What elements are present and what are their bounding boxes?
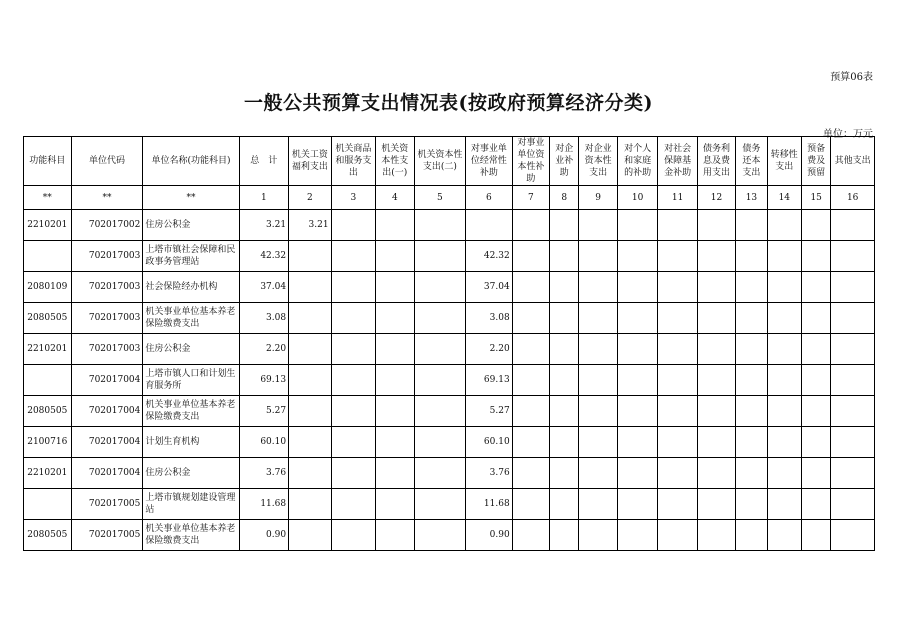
empty-cell: [331, 396, 376, 427]
column-header: 对个人和家庭的补助: [617, 137, 657, 186]
table-row: [24, 303, 875, 334]
empty-cell: [579, 365, 617, 396]
column-header: 功能科目: [24, 137, 72, 186]
empty-cell: [579, 458, 617, 489]
empty-cell: [802, 272, 831, 303]
empty-cell: [331, 241, 376, 272]
empty-cell: [802, 241, 831, 272]
index-cell: 12: [697, 186, 735, 210]
empty-cell: [550, 489, 579, 520]
unit-code-cell: 702017003: [71, 334, 143, 365]
unit-name-cell: 机关事业单位基本养老保险缴费支出: [143, 396, 239, 427]
unit-code-cell: 702017004: [71, 396, 143, 427]
empty-cell: [617, 241, 657, 272]
empty-cell: [831, 272, 875, 303]
column-header: 债务利息及费用支出: [697, 137, 735, 186]
empty-cell: [736, 520, 767, 551]
salary-welfare-cell: [289, 303, 331, 334]
page-title: 一般公共预算支出情况表(按政府预算经济分类): [244, 92, 653, 114]
index-cell: 2: [289, 186, 331, 210]
unit-code-cell: 702017005: [71, 489, 143, 520]
empty-cell: [802, 396, 831, 427]
function-code-cell: [24, 241, 72, 272]
function-code-cell: [24, 365, 72, 396]
index-cell: 15: [802, 186, 831, 210]
empty-cell: [550, 458, 579, 489]
empty-cell: [658, 241, 697, 272]
salary-welfare-cell: [289, 396, 331, 427]
total-cell: 0.90: [239, 520, 289, 551]
empty-cell: [414, 365, 466, 396]
salary-welfare-cell: [289, 365, 331, 396]
total-cell: 3.21: [239, 210, 289, 241]
index-cell: **: [71, 186, 143, 210]
table-row: [24, 396, 875, 427]
empty-cell: [550, 241, 579, 272]
empty-cell: [550, 334, 579, 365]
index-cell: **: [24, 186, 72, 210]
table-row: [24, 365, 875, 396]
index-cell: 9: [579, 186, 617, 210]
operating-subsidy-cell: 37.04: [466, 272, 513, 303]
table-row: [24, 334, 875, 365]
empty-cell: [376, 489, 414, 520]
empty-cell: [697, 365, 735, 396]
empty-cell: [414, 427, 466, 458]
empty-cell: [512, 365, 549, 396]
empty-cell: [802, 427, 831, 458]
empty-cell: [658, 458, 697, 489]
empty-cell: [331, 427, 376, 458]
empty-cell: [617, 210, 657, 241]
index-cell: 5: [414, 186, 466, 210]
table-row: [24, 520, 875, 551]
function-code-cell: [24, 489, 72, 520]
total-cell: 42.32: [239, 241, 289, 272]
empty-cell: [697, 210, 735, 241]
empty-cell: [550, 303, 579, 334]
index-cell: 7: [512, 186, 549, 210]
column-header: 总 计: [239, 137, 289, 186]
column-header: 对企业资本性支出: [579, 137, 617, 186]
empty-cell: [767, 458, 801, 489]
empty-cell: [736, 272, 767, 303]
empty-cell: [767, 365, 801, 396]
table-row: [24, 210, 875, 241]
function-code-cell: 2100716: [24, 427, 72, 458]
salary-welfare-cell: [289, 427, 331, 458]
empty-cell: [414, 396, 466, 427]
empty-cell: [617, 427, 657, 458]
empty-cell: [617, 365, 657, 396]
empty-cell: [802, 458, 831, 489]
unit-code-cell: 702017005: [71, 520, 143, 551]
total-cell: 3.08: [239, 303, 289, 334]
empty-cell: [767, 396, 801, 427]
unit-name-cell: 上塔市镇人口和计划生育服务所: [143, 365, 239, 396]
empty-cell: [767, 427, 801, 458]
unit-code-cell: 702017004: [71, 365, 143, 396]
unit-name-cell: 机关事业单位基本养老保险缴费支出: [143, 520, 239, 551]
table-row: [24, 272, 875, 303]
function-code-cell: 2080505: [24, 396, 72, 427]
salary-welfare-cell: 3.21: [289, 210, 331, 241]
unit-code-cell: 702017003: [71, 241, 143, 272]
empty-cell: [550, 272, 579, 303]
operating-subsidy-cell: 5.27: [466, 396, 513, 427]
empty-cell: [550, 427, 579, 458]
empty-cell: [767, 520, 801, 551]
unit-name-cell: 计划生育机构: [143, 427, 239, 458]
empty-cell: [376, 210, 414, 241]
index-cell: 6: [466, 186, 513, 210]
empty-cell: [376, 365, 414, 396]
empty-cell: [831, 365, 875, 396]
operating-subsidy-cell: 3.76: [466, 458, 513, 489]
empty-cell: [831, 458, 875, 489]
empty-cell: [414, 303, 466, 334]
empty-cell: [658, 334, 697, 365]
empty-cell: [617, 489, 657, 520]
empty-cell: [376, 458, 414, 489]
unit-name-cell: 社会保险经办机构: [143, 272, 239, 303]
column-header: 对事业单位经常性补助: [466, 137, 513, 186]
empty-cell: [579, 396, 617, 427]
salary-welfare-cell: [289, 334, 331, 365]
column-header: 对企业补助: [550, 137, 579, 186]
operating-subsidy-cell: 60.10: [466, 427, 513, 458]
empty-cell: [736, 489, 767, 520]
empty-cell: [802, 489, 831, 520]
empty-cell: [658, 520, 697, 551]
operating-subsidy-cell: 11.68: [466, 489, 513, 520]
total-cell: 2.20: [239, 334, 289, 365]
column-header: 单位代码: [71, 137, 143, 186]
empty-cell: [579, 210, 617, 241]
table-row: [24, 427, 875, 458]
function-code-cell: 2210201: [24, 458, 72, 489]
empty-cell: [376, 241, 414, 272]
empty-cell: [697, 489, 735, 520]
empty-cell: [736, 303, 767, 334]
empty-cell: [831, 520, 875, 551]
index-cell: **: [143, 186, 239, 210]
empty-cell: [414, 210, 466, 241]
empty-cell: [376, 334, 414, 365]
empty-cell: [579, 334, 617, 365]
column-header: 债务还本支出: [736, 137, 767, 186]
empty-cell: [697, 427, 735, 458]
empty-cell: [736, 396, 767, 427]
empty-cell: [658, 303, 697, 334]
table-row: [24, 241, 875, 272]
empty-cell: [331, 272, 376, 303]
column-header: 预备费及预留: [802, 137, 831, 186]
index-cell: 11: [658, 186, 697, 210]
empty-cell: [831, 427, 875, 458]
empty-cell: [697, 303, 735, 334]
empty-cell: [512, 303, 549, 334]
empty-cell: [697, 520, 735, 551]
unit-label: 单位：万元: [823, 129, 873, 140]
unit-code-cell: 702017002: [71, 210, 143, 241]
empty-cell: [414, 241, 466, 272]
empty-cell: [512, 489, 549, 520]
empty-cell: [376, 520, 414, 551]
empty-cell: [767, 489, 801, 520]
total-cell: 69.13: [239, 365, 289, 396]
salary-welfare-cell: [289, 272, 331, 303]
empty-cell: [550, 210, 579, 241]
empty-cell: [802, 210, 831, 241]
header-row: [24, 137, 875, 186]
empty-cell: [512, 334, 549, 365]
empty-cell: [414, 520, 466, 551]
empty-cell: [697, 334, 735, 365]
empty-cell: [617, 396, 657, 427]
budget-table: [23, 136, 875, 551]
empty-cell: [550, 396, 579, 427]
column-header: 对社会保障基金补助: [658, 137, 697, 186]
empty-cell: [736, 334, 767, 365]
column-header: 其他支出: [831, 137, 875, 186]
empty-cell: [414, 334, 466, 365]
empty-cell: [331, 210, 376, 241]
salary-welfare-cell: [289, 489, 331, 520]
function-code-cell: 2080109: [24, 272, 72, 303]
empty-cell: [831, 210, 875, 241]
empty-cell: [512, 427, 549, 458]
empty-cell: [658, 427, 697, 458]
empty-cell: [550, 520, 579, 551]
total-cell: 3.76: [239, 458, 289, 489]
column-header: 机关商品和服务支出: [331, 137, 376, 186]
unit-name-cell: 上塔市镇规划建设管理站: [143, 489, 239, 520]
index-cell: 1: [239, 186, 289, 210]
empty-cell: [579, 303, 617, 334]
empty-cell: [697, 272, 735, 303]
empty-cell: [617, 520, 657, 551]
unit-code-cell: 702017004: [71, 458, 143, 489]
index-cell: 4: [376, 186, 414, 210]
empty-cell: [736, 458, 767, 489]
empty-cell: [331, 365, 376, 396]
empty-cell: [802, 303, 831, 334]
empty-cell: [802, 334, 831, 365]
empty-cell: [617, 303, 657, 334]
empty-cell: [831, 334, 875, 365]
empty-cell: [767, 272, 801, 303]
empty-cell: [697, 396, 735, 427]
empty-cell: [658, 272, 697, 303]
empty-cell: [736, 365, 767, 396]
empty-cell: [736, 210, 767, 241]
unit-name-cell: 住房公积金: [143, 334, 239, 365]
function-code-cell: 2210201: [24, 210, 72, 241]
operating-subsidy-cell: 0.90: [466, 520, 513, 551]
empty-cell: [579, 272, 617, 303]
unit-name-cell: 住房公积金: [143, 458, 239, 489]
empty-cell: [736, 241, 767, 272]
column-header: 机关资本性支出(二): [414, 137, 466, 186]
empty-cell: [767, 303, 801, 334]
index-cell: 13: [736, 186, 767, 210]
empty-cell: [579, 520, 617, 551]
empty-cell: [617, 458, 657, 489]
total-cell: 5.27: [239, 396, 289, 427]
empty-cell: [331, 458, 376, 489]
empty-cell: [376, 272, 414, 303]
empty-cell: [512, 458, 549, 489]
table-row: [24, 489, 875, 520]
empty-cell: [331, 303, 376, 334]
empty-cell: [658, 365, 697, 396]
function-code-cell: 2080505: [24, 520, 72, 551]
form-number: 预算06表: [830, 72, 873, 83]
empty-cell: [579, 241, 617, 272]
salary-welfare-cell: [289, 458, 331, 489]
column-header: 单位名称(功能科目): [143, 137, 239, 186]
empty-cell: [414, 272, 466, 303]
salary-welfare-cell: [289, 520, 331, 551]
empty-cell: [658, 396, 697, 427]
operating-subsidy-cell: 3.08: [466, 303, 513, 334]
empty-cell: [697, 458, 735, 489]
index-cell: 3: [331, 186, 376, 210]
empty-cell: [831, 396, 875, 427]
empty-cell: [331, 489, 376, 520]
function-code-cell: 2080505: [24, 303, 72, 334]
empty-cell: [579, 489, 617, 520]
empty-cell: [697, 241, 735, 272]
empty-cell: [617, 334, 657, 365]
empty-cell: [767, 210, 801, 241]
empty-cell: [376, 303, 414, 334]
empty-cell: [414, 458, 466, 489]
empty-cell: [767, 334, 801, 365]
empty-cell: [376, 427, 414, 458]
empty-cell: [579, 427, 617, 458]
operating-subsidy-cell: [466, 210, 513, 241]
total-cell: 60.10: [239, 427, 289, 458]
unit-name-cell: 机关事业单位基本养老保险缴费支出: [143, 303, 239, 334]
empty-cell: [802, 365, 831, 396]
unit-code-cell: 702017004: [71, 427, 143, 458]
column-header: 机关资本性支出(一): [376, 137, 414, 186]
table-row: [24, 458, 875, 489]
empty-cell: [550, 365, 579, 396]
empty-cell: [767, 241, 801, 272]
empty-cell: [512, 210, 549, 241]
empty-cell: [736, 427, 767, 458]
column-header: 转移性支出: [767, 137, 801, 186]
unit-code-cell: 702017003: [71, 303, 143, 334]
operating-subsidy-cell: 42.32: [466, 241, 513, 272]
empty-cell: [331, 334, 376, 365]
index-cell: 8: [550, 186, 579, 210]
empty-cell: [512, 272, 549, 303]
empty-cell: [512, 241, 549, 272]
empty-cell: [831, 303, 875, 334]
empty-cell: [658, 489, 697, 520]
operating-subsidy-cell: 69.13: [466, 365, 513, 396]
empty-cell: [414, 489, 466, 520]
unit-name-cell: 住房公积金: [143, 210, 239, 241]
column-header: 对事业单位资本性补助: [512, 137, 549, 186]
salary-welfare-cell: [289, 241, 331, 272]
empty-cell: [831, 241, 875, 272]
index-row: [24, 186, 875, 210]
empty-cell: [658, 210, 697, 241]
empty-cell: [617, 272, 657, 303]
function-code-cell: 2210201: [24, 334, 72, 365]
empty-cell: [512, 396, 549, 427]
empty-cell: [802, 520, 831, 551]
total-cell: 11.68: [239, 489, 289, 520]
unit-name-cell: 上塔市镇社会保障和民政事务管理站: [143, 241, 239, 272]
index-cell: 14: [767, 186, 801, 210]
unit-code-cell: 702017003: [71, 272, 143, 303]
empty-cell: [331, 520, 376, 551]
empty-cell: [512, 520, 549, 551]
empty-cell: [376, 396, 414, 427]
column-header: 机关工资福利支出: [289, 137, 331, 186]
total-cell: 37.04: [239, 272, 289, 303]
operating-subsidy-cell: 2.20: [466, 334, 513, 365]
empty-cell: [831, 489, 875, 520]
index-cell: 10: [617, 186, 657, 210]
index-cell: 16: [831, 186, 875, 210]
